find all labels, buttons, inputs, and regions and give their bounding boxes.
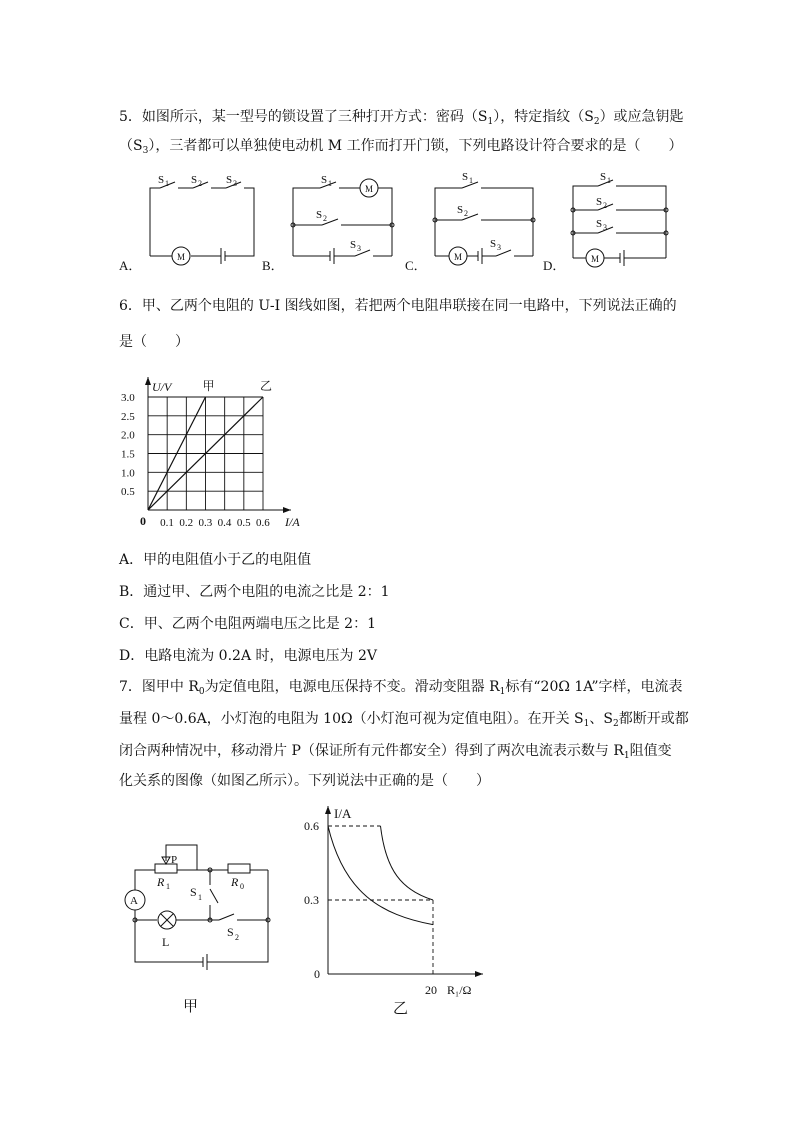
x-axis-label: I/A: [285, 515, 300, 529]
x-tick-label: 0.3: [198, 517, 213, 529]
svg-text:3: 3: [497, 243, 501, 252]
circuit-option-c: [405, 171, 535, 273]
svg-text:S: S: [457, 204, 464, 216]
svg-text:B．: B．: [262, 258, 284, 273]
svg-text:P: P: [171, 854, 178, 866]
origin-label: 0: [314, 967, 320, 981]
q7-caption-left: 甲: [183, 997, 199, 1015]
q5-circuit-options: [0, 168, 794, 278]
svg-text:L: L: [162, 935, 170, 949]
x-tick-label: 0.6: [256, 517, 270, 529]
q6-stem-line1: 6．甲、乙两个电阻的 U-I 图线如图，若把两个电阻串联接在同一电路中，下列说法正确的: [119, 298, 677, 314]
svg-text:3: 3: [357, 244, 361, 253]
svg-text:M: M: [591, 254, 600, 264]
svg-text:S: S: [227, 925, 234, 939]
series-line-3: [328, 826, 433, 925]
x-tick-label: 0.2: [179, 517, 194, 529]
q6-choice-d: D．电路电流为 0.2A 时，电源电压为 2V: [119, 648, 377, 664]
svg-text:0: 0: [240, 882, 244, 891]
series-label-2: 乙: [260, 379, 273, 393]
svg-text:A: A: [130, 895, 138, 907]
svg-text:C．: C．: [405, 258, 427, 273]
svg-text:2: 2: [603, 201, 607, 210]
y-tick-label: 3.0: [121, 392, 135, 404]
svg-text:S: S: [190, 885, 197, 899]
svg-text:S: S: [596, 218, 603, 230]
x-axis-arrow: [475, 971, 483, 977]
x-tick-label: 0.5: [236, 517, 251, 529]
y-tick-label: 2.0: [121, 429, 135, 442]
x-tick-label: 0.4: [217, 517, 232, 529]
svg-text:S: S: [191, 174, 198, 186]
svg-text:M: M: [177, 252, 186, 262]
y-tick-label: 0.5: [121, 486, 135, 499]
q6-choice-a: A．甲的电阻值小于乙的电阻值: [119, 552, 312, 568]
x-axis-label: R₁/Ω: [447, 983, 472, 997]
q6-ui-chart: [115, 365, 315, 535]
y-tick-label: 0.6: [304, 819, 319, 833]
svg-text:S: S: [600, 171, 607, 183]
svg-text:1: 1: [607, 176, 611, 185]
q7-stem-line2: 量程 0～0.6A，小灯泡的电阻为 10Ω（小灯泡可视为定值电阻）。在开关 $S_1$、$S_2$都断开或都: [119, 711, 689, 729]
y-axis-arrow: [325, 806, 331, 814]
svg-text:S: S: [596, 196, 603, 208]
svg-text:2: 2: [235, 933, 239, 942]
svg-text:S: S: [316, 209, 323, 221]
svg-text:M: M: [454, 252, 463, 262]
x-axis-arrow: [283, 507, 291, 513]
circuit-option-d: [543, 171, 668, 273]
q7-ui-chart: [295, 800, 495, 1000]
y-tick-label: 0.3: [304, 893, 319, 907]
q5-stem-line1: 5．如图所示，某一型号的锁设置了三种打开方式：密码$(S_1)$，特定指纹$(S_2)$或应急钥匙: [119, 109, 684, 127]
svg-text:3: 3: [603, 223, 607, 232]
q7-stem-line4: 化关系的图像（如图乙所示）。下列说法中正确的是（ ）: [119, 773, 490, 789]
svg-text:1: 1: [198, 893, 202, 902]
x-tick-label: 0.1: [160, 517, 174, 529]
svg-text:2: 2: [464, 209, 468, 218]
svg-text:M: M: [365, 184, 374, 194]
svg-text:D．: D．: [543, 258, 566, 273]
svg-text:3: 3: [233, 179, 237, 188]
circuit-option-b: [262, 174, 394, 273]
y-axis-label: U/V: [152, 380, 172, 394]
x-tick-label: 20: [425, 983, 437, 997]
q7-stem-line3: 闭合两种情况中，移动滑片 P（保证所有元件都安全）得到了两次电流表示数与 $R_1$阻值变: [119, 743, 672, 761]
y-axis-arrow: [145, 377, 151, 385]
y-tick-label: 1.0: [121, 467, 135, 480]
svg-text:R: R: [157, 875, 165, 889]
circuit-option-a: [119, 174, 254, 273]
series-line-2: [381, 826, 434, 900]
svg-text:1: 1: [166, 882, 170, 891]
y-axis-label: I/A: [334, 806, 352, 821]
q7-caption-right: 乙: [393, 999, 409, 1017]
svg-text:S: S: [350, 239, 357, 251]
svg-text:S: S: [226, 174, 233, 186]
q5-stem-line2: $(S_3)$，三者都可以单独使电动机 M 工作而打开门锁，下列电路设计符合要求的是（ ）: [119, 138, 683, 156]
y-tick-label: 2.5: [121, 410, 135, 423]
svg-text:A．: A．: [119, 258, 142, 273]
svg-text:R: R: [231, 875, 239, 889]
origin-label: 0: [140, 514, 146, 528]
svg-text:2: 2: [198, 179, 202, 188]
y-tick-label: 1.5: [121, 448, 135, 461]
svg-text:S: S: [462, 171, 469, 183]
q7-stem-line1: 7．图甲中 $R_0$为定值电阻，电源电压保持不变。滑动变阻器 $R_1$标有“20Ω 1A”字样，电流表: [119, 679, 683, 697]
q7-circuit-diagram: [115, 833, 285, 973]
svg-text:1: 1: [328, 179, 332, 188]
svg-text:S: S: [490, 238, 497, 250]
svg-text:S: S: [321, 174, 328, 186]
q6-choice-c: C．甲、乙两个电阻两端电压之比是 2：1: [119, 616, 376, 632]
q6-stem-line2: 是（ ）: [119, 334, 189, 350]
svg-text:2: 2: [323, 214, 327, 223]
series-label-1: 甲: [202, 379, 215, 393]
svg-text:S: S: [158, 174, 165, 186]
svg-text:1: 1: [469, 176, 473, 185]
q6-choice-b: B．通过甲、乙两个电阻的电流之比是 2：1: [119, 584, 390, 600]
svg-text:1: 1: [165, 179, 169, 188]
